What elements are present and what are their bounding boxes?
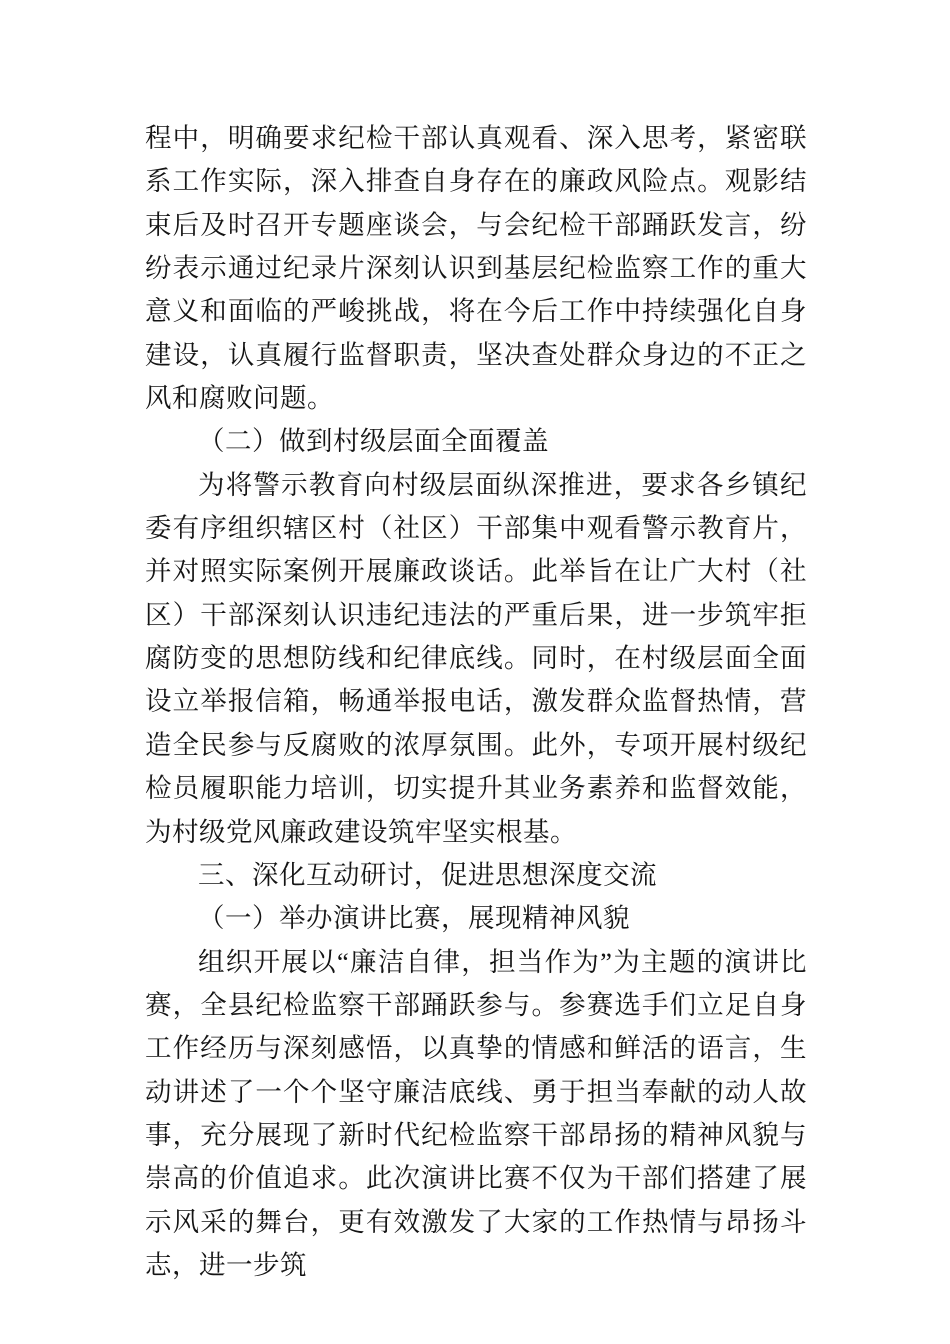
heading-subsection-one: （一）举办演讲比赛，展现精神风貌 <box>198 903 630 934</box>
heading-subsection-two: （二）做到村级层面全面覆盖 <box>198 426 549 457</box>
document-body <box>145 117 807 1287</box>
paragraph-body-speech-contest: 组织开展以“廉洁自律，担当作为”为主题的演讲比赛，全县纪检监察干部踊跃参与。参赛选手们立足自身工作经历与深刻感悟，以真挚的情感和鲜活的语言，生动讲述了一个个坚守廉洁底线、勇于担当奉献的动人故事，充分展现了新时代纪检监察干部昂扬的精神风貌与崇高的价值追求。此次演讲比赛不仅为干部们搭建了展示风采的舞台，更有效激发了大家的工作热情与昂扬斗志，进一步筑 <box>145 946 807 1280</box>
paragraph-body-continuation: 程中，明确要求纪检干部认真观看、深入思考，紧密联系工作实际，深入排查自身存在的廉政风险点。观影结束后及时召开专题座谈会，与会纪检干部踊跃发言，纷纷表示通过纪录片深刻认识到基层纪检监察工作的重大意义和面临的严峻挑战，将在今后工作中持续强化自身建设，认真履行监督职责，坚决查处群众身边的不正之风和腐败问题。 <box>145 123 807 414</box>
heading-section-three: 三、深化互动研讨，促进思想深度交流 <box>198 859 657 890</box>
paragraph-body-village-coverage: 为将警示教育向村级层面纵深推进，要求各乡镇纪委有序组织辖区村（社区）干部集中观看警示教育片，并对照实际案例开展廉政谈话。此举旨在让广大村（社区）干部深刻认识违纪违法的严重后果，进一步筑牢拒腐防变的思想防线和纪律底线。同时，在村级层面全面设立举报信箱，畅通举报电话，激发群众监督热情，营造全民参与反腐败的浓厚氛围。此外，专项开展村级纪检员履职能力培训，切实提升其业务素养和监督效能，为村级党风廉政建设筑牢坚实根基。 <box>145 469 807 847</box>
